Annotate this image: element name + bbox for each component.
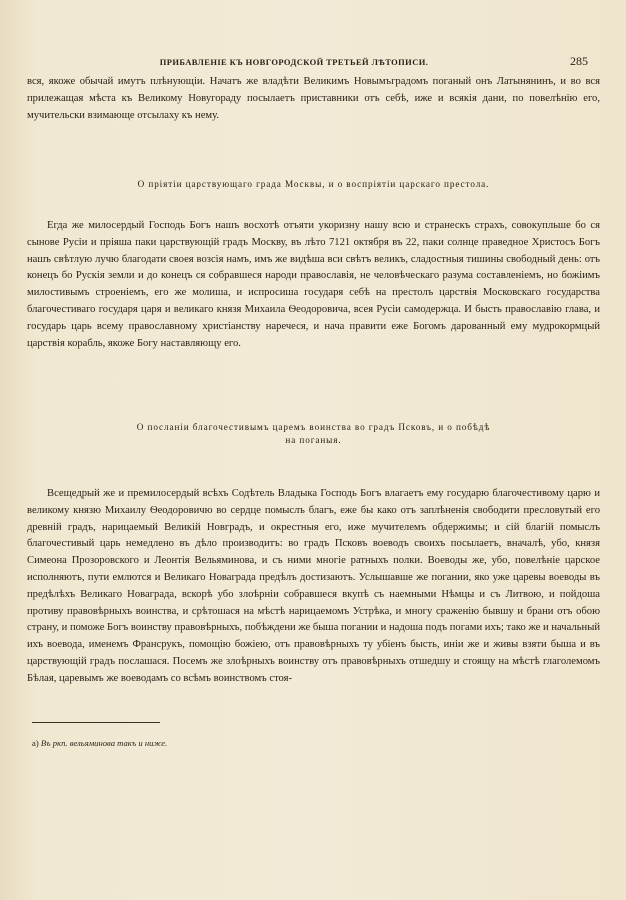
footnote xyxy=(32,738,167,748)
footnote-divider xyxy=(32,722,160,723)
section2-paragraph: Всещедрый же и премилосердый всѣхъ Содѣтель Владыка Господь Богъ влагаетъ ему государю благочестивому царю и великому князю Михаилу Ѳеодоровичю во сердце помыслъ благъ, еже бы како отъ заплѣненія свободити пресловутый его древній градъ, нарицаемый Великій Новградъ, и окрестныя его, иже мучителемъ обдержимы; и сій благій помыслъ благочестивый царь немедлено въ дѣло производитъ: во градъ Псковъ воеводъ своихъ посылаетъ, вначалѣ, убо, князя Симеона Прозоровского и Леонтія Вельяминова, и съ ними многіе ратныхъ полки. Воеводы же, убо, повелѣніе царское исполняютъ, пути емлются и Великаго Новаграда предѣлъ достизаютъ. Услышавше же погании, яко уже царевы воеводы въ предѣлѣхъ Великаго Новаграда, вскорѣ убо злоѣрніи собравшеся вкупѣ съ наемными Нѣмцы и съ Литвою, и пойдоша противу правовѣрныхъ воинства, и срѣтошася на мѣстѣ нарицаемомъ Устрѣка, и многу сраженію бывшу и брани отъ обою страну, и поможе Богъ воинству правовѣрныхъ, побѣждени же быша погании и надоша подъ погами ихъ; тако же и начальный ихъ воевода, именемъ Франсрукъ, помощію божіею, отъ правовѣрныхъ ту убіенъ бысть, иніи же и живы взяти быша и въ царствующій градъ послашася. Посемъ же злоѣрныхъ воинству отъ правовѣрныхъ отшедшу и стоящу на мѣстѣ глаголемомъ Бѣлая, царевымъ же воеводамъ со всѣмъ воинствомъ стоя- xyxy=(27,488,600,684)
running-head xyxy=(40,54,588,70)
section2-heading-line2: на поганыя. xyxy=(285,435,342,445)
running-title: ПРИБАВЛЕНІЕ КЪ НОВГОРОДСКОЙ ТРЕТЬЕЙ ЛѢТОПИСИ. xyxy=(159,57,429,67)
section2-heading-line1: О посланіи благочестивымъ царемъ воинства во градъ Псковъ, и о побѣдѣ xyxy=(136,422,491,432)
section2-paragraph-block xyxy=(27,486,600,688)
section1-paragraph: Егда же милосердый Господь Богъ нашъ восхотѣ отъяти укоризну нашу всю и странескъ страхъ, совокупльше бо ся сынове Русіи и пріяша паки царствующій градъ Москву, въ лѣто 7121 октября въ 22, паки солнце праведное Христосъ Богъ нашъ свѣтлую лучю благодати своея возсія намъ, имъ же видѣша вси свѣтъ великъ, сладостныя тишины свободный день: отъ конецъ бо Рускія земли и до конецъ ся собравшеся народи православія, не человѣческаго разума составленіемъ, но божіимъ милостивымъ строеніемъ, его же молиша, и испросиша государя себѣ на престолъ царствія Московскаго государства благочестиваго государя царя и великаго князя Михаила Ѳеодоровича, всея Русіи самодержца. И бысть православію глава, и государь царь всему православному христіанству наречеся, и нача правити еже Богомъ дарованный ему мудрокормцый царствія корабль, якоже Богу наставляющу его. xyxy=(27,220,600,349)
footnote-text: Въ рκп. вельяминова такъ и ниже. xyxy=(40,738,168,748)
intro-paragraph-block xyxy=(27,74,600,124)
section1-heading: О пріятіи царствующаго града Москвы, и о воспріятіи царскаго престола. xyxy=(137,179,490,189)
footnote-mark: а) xyxy=(32,738,39,748)
section2-heading xyxy=(27,421,600,447)
page-number: 285 xyxy=(570,54,588,68)
section1-paragraph-block xyxy=(27,218,600,352)
intro-paragraph: вся, якоже обычай имутъ плѣнующіи. Начатъ же владѣти Великимъ Новымъградомъ поганый онъ Латынянинъ, и во вся прилежащая мѣста къ Великому Новугораду посылаетъ приставники отъ себѣ, иже и всякія дани, по повелѣнію его, мучительски взимающе отсылаху къ нему. xyxy=(27,76,600,121)
